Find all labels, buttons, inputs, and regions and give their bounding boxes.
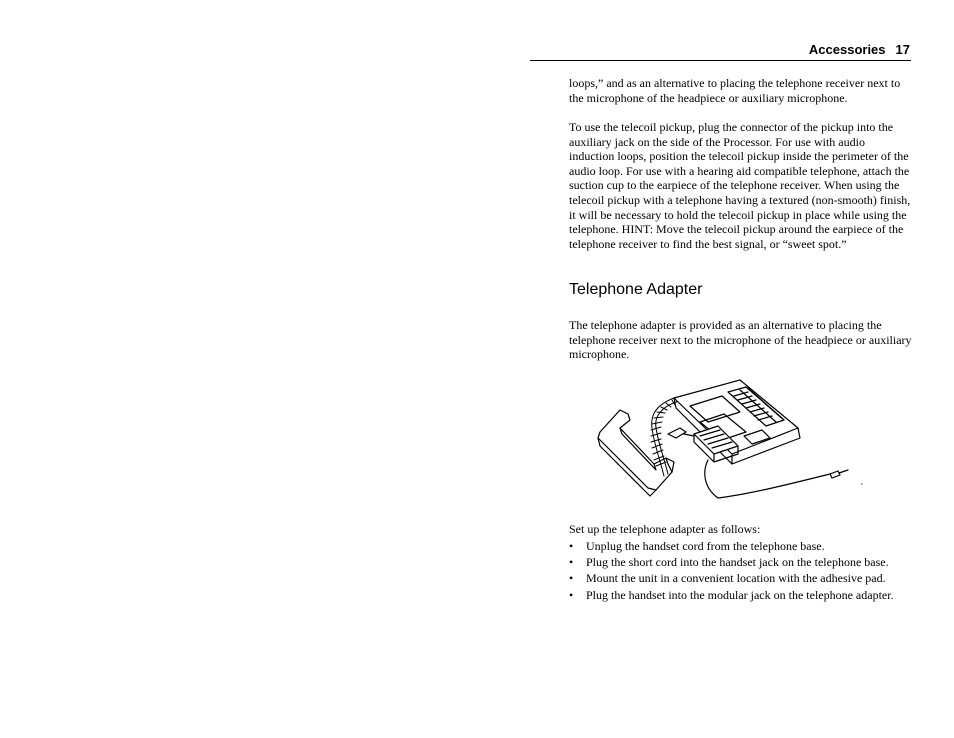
setup-intro (569, 522, 912, 537)
paragraph-adapter (569, 318, 912, 362)
step-text: Plug the handset into the modular jack on the telephone adapter. (586, 587, 894, 602)
list-item (569, 571, 912, 586)
cord-plug-icon (705, 460, 863, 498)
paragraph-text: To use the telecoil pickup, plug the connector of the pickup into the auxiliary jack on the side of the Processor. For use with audio induction loops, position the telecoil pickup inside the perimeter of the audio loop. For use with a hearing aid compatible telephone, attach the suction cup to the earpiece of the telephone receiver. When using the telecoil pickup with a telephone having a textured (non-smooth) finish, it will be necessary to hold the telecoil pickup in place while using the telephone. HINT: Move the telecoil pickup around the earpiece of the telephone receiver to find the best signal, or “sweet spot.” (569, 120, 911, 251)
section-title: Accessories (808, 42, 886, 57)
paragraph-telecoil (569, 120, 912, 251)
setup-intro-text: Set up the telephone adapter as follows: (569, 522, 761, 536)
step-text: Unplug the handset cord from the telephone base. (586, 539, 825, 553)
list-item (569, 588, 912, 603)
bullet-icon: • (569, 587, 574, 602)
header-rule (530, 60, 911, 61)
step-text: Plug the short cord into the handset jack on the telephone base. (586, 555, 889, 570)
paragraph-loops (569, 76, 912, 105)
bullet-icon: • (569, 539, 574, 553)
page-number: 17 (895, 42, 910, 57)
telephone-adapter-illustration (590, 376, 870, 504)
bullet-icon: • (569, 571, 574, 586)
bullet-icon: • (569, 555, 574, 570)
running-header (530, 42, 910, 57)
paragraph-text: loops,” and as an alternative to placing the telephone receiver next to the microphone of the headpiece or auxiliary microphone. (569, 76, 901, 105)
setup-steps-list (569, 539, 912, 604)
list-item (569, 555, 912, 570)
telephone-base-icon (674, 380, 800, 464)
list-item (569, 539, 912, 554)
step-text: Mount the unit in a convenient location with the adhesive pad. (586, 571, 886, 586)
handset-icon (598, 410, 674, 496)
paragraph-text: The telephone adapter is provided as an alternative to placing the telephone receiver next to the microphone of the headpiece or auxiliary microphone. (569, 318, 912, 362)
section-heading: Telephone Adapter (569, 281, 703, 298)
